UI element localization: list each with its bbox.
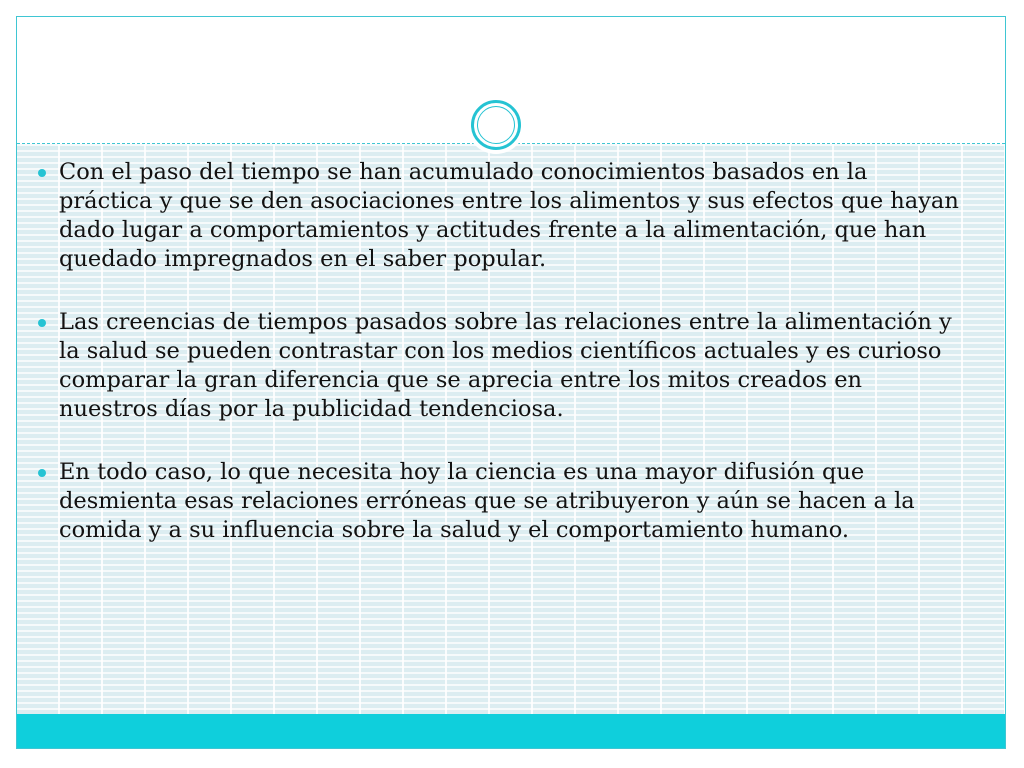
circle-ornament-inner-ring	[477, 106, 515, 144]
circle-ornament-icon	[467, 96, 525, 154]
bullet-dot-icon	[38, 169, 46, 177]
bullet-dot-icon	[38, 319, 46, 327]
bullet-list	[32, 158, 967, 579]
bullet-item	[32, 158, 967, 274]
bottom-accent-bar	[17, 714, 1005, 748]
bullet-dot-icon	[38, 469, 46, 477]
bullet-item	[32, 458, 967, 545]
bullet-text: En todo caso, lo que necesita hoy la ciencia es una mayor difusión que desmienta esas relaciones erróneas que se atribuyeron y aún se hacen a la comida y a su influencia sobre la salud y el comportamiento humano.	[59, 459, 915, 543]
bullet-text: Con el paso del tiempo se han acumulado conocimientos basados en la práctica y que se den asociaciones entre los alimentos y sus efectos que hayan dado lugar a comportamientos y actitudes frente a la alimentación, que han quedado impregnados en el saber popular.	[59, 159, 959, 272]
bullet-item	[32, 308, 967, 424]
bullet-text: Las creencias de tiempos pasados sobre las relaciones entre la alimentación y la salud se pueden contrastar con los medios científicos actuales y es curioso comparar la gran diferencia que se aprecia entre los mitos creados en nuestros días por la publicidad tendenciosa.	[59, 309, 952, 422]
